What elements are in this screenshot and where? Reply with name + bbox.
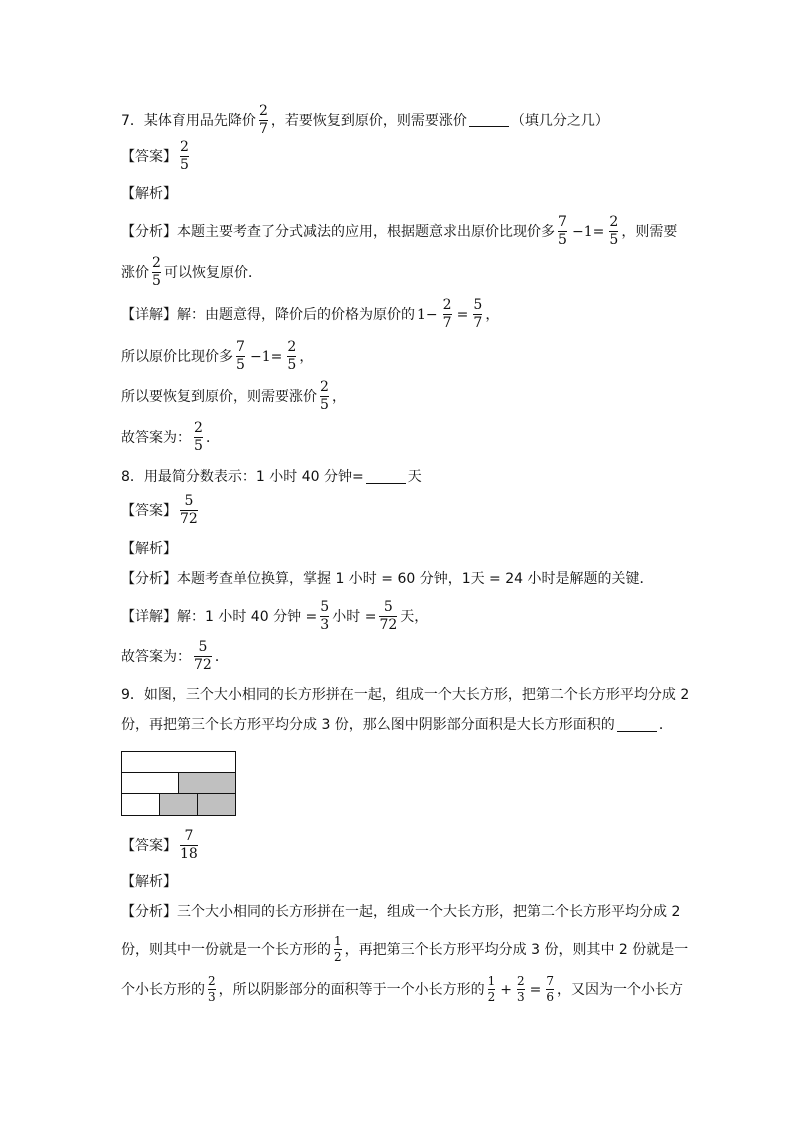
fraction (208, 975, 216, 1004)
fenxi-tag: 【分析】 (121, 223, 177, 240)
fraction (287, 340, 296, 373)
fraction (180, 494, 198, 527)
denominator: 7 (442, 315, 452, 331)
fraction (180, 829, 198, 862)
numerator: 5 (184, 493, 194, 509)
fraction (236, 340, 245, 373)
q7-stem-text: 7．某体育用品先降价 (121, 112, 256, 129)
q9-answer-blank (617, 719, 657, 732)
numerator: 2 (287, 339, 297, 355)
q9-fenxi-line1 (121, 905, 684, 919)
text-segment: 天， (400, 608, 429, 625)
denominator: 2 (334, 950, 342, 964)
text-segment: ，若要恢复到原价，则需要涨价 (270, 112, 467, 129)
denominator: 72 (180, 511, 198, 527)
xiangjie-tag: 【详解】 (121, 306, 177, 323)
numerator: 7 (558, 214, 567, 230)
fenxi-tag: 【分析】 (121, 571, 177, 587)
fraction (194, 421, 203, 454)
numerator: 1 (334, 934, 342, 948)
q7-answer-blank (469, 114, 509, 127)
numerator: 2 (180, 139, 189, 155)
math-operator: = (529, 981, 542, 998)
fraction (443, 298, 452, 331)
text-segment: ． (658, 717, 673, 733)
numerator: 2 (208, 974, 216, 988)
numerator: 2 (609, 214, 619, 230)
fraction (517, 975, 525, 1004)
text-segment: 份，再把第三个长方形平均分成 3 份，那么图中阴影部分面积是大长方形面积的 (121, 717, 615, 733)
fraction (488, 975, 496, 1004)
shaded-third-1 (160, 794, 198, 816)
math-operator: 1− (417, 306, 438, 323)
denominator: 5 (236, 357, 245, 373)
math-operator: −1= (572, 223, 605, 240)
text-segment: ， (485, 306, 500, 323)
q7-stem-fraction (259, 104, 268, 137)
numerator: 2 (152, 255, 161, 271)
math-operator: + (500, 981, 513, 998)
text-segment: ， (332, 388, 346, 405)
text-segment: 涨价 (121, 264, 149, 281)
text-segment: （填几分之几） (510, 112, 609, 129)
text-segment: ． (214, 648, 229, 665)
q8-xiangjie (121, 600, 684, 633)
q7-answer-fraction (180, 140, 189, 173)
denominator: 7 (473, 315, 483, 331)
denominator: 3 (208, 990, 216, 1004)
fraction (546, 975, 554, 1004)
numerator: 2 (258, 103, 268, 119)
text-segment: 8．用最简分数表示：1 小时 40 分钟= (121, 469, 364, 485)
q7-xiangjie-line3 (121, 380, 684, 413)
numerator: 7 (236, 339, 245, 355)
q9-fenxi-line2 (121, 934, 689, 964)
denominator: 2 (487, 990, 496, 1004)
q7-analysis-tag (121, 187, 684, 201)
text-segment: ， (299, 348, 314, 365)
denominator: 72 (194, 657, 212, 673)
q9-analysis-tag (121, 875, 684, 889)
denominator: 7 (258, 121, 268, 137)
answer-tag: 【答案】 (121, 148, 177, 165)
math-operator: −1= (250, 348, 283, 365)
denominator: 6 (546, 990, 555, 1004)
denominator: 5 (609, 232, 619, 248)
numerator: 2 (320, 379, 329, 395)
numerator: 7 (184, 828, 194, 844)
q9-fenxi-line3 (121, 975, 684, 1004)
fraction (379, 600, 397, 633)
fraction (334, 935, 342, 964)
text-segment: 份，则其中一份就是一个长方形的 (121, 941, 331, 958)
q9-answer (121, 829, 684, 862)
text-segment: 小时 = (332, 608, 377, 625)
text-segment: ，再把第三个长方形平均分成 3 份，则其中 2 份就是一 (344, 941, 689, 958)
answer-tag: 【答案】 (121, 837, 177, 854)
shaded-third-2 (198, 794, 236, 816)
denominator: 5 (180, 157, 189, 173)
numerator: 1 (487, 974, 496, 988)
q9-stem-line2 (121, 718, 684, 732)
text-segment: ，则需要 (621, 223, 678, 240)
text-segment: ，所以阴影部分的面积等于一个小长方形的 (218, 981, 485, 998)
q8-answer (121, 494, 684, 527)
text-segment: 9．如图，三个大小相同的长方形拼在一起，组成一个大长方形，把第二个长方形平均分成 2 (121, 687, 690, 703)
q8-answer-blank (366, 471, 406, 484)
fraction (609, 215, 618, 248)
rectangle-figure (121, 751, 236, 816)
q8-final-answer (121, 640, 684, 673)
text-segment: 【解析】 (121, 541, 177, 557)
text-segment: 所以原价比现价多 (121, 348, 233, 365)
fraction (473, 298, 482, 331)
text-segment: 解：由题意得，降价后的价格为原价的 (177, 306, 415, 323)
fraction (152, 256, 161, 289)
numerator: 7 (546, 974, 555, 988)
fraction (320, 380, 329, 413)
text-segment: 天 (407, 469, 422, 485)
numerator: 5 (320, 599, 330, 615)
text-segment: 三个大小相同的长方形拼在一起，组成一个大长方形，把第二个长方形平均分成 2 (177, 904, 681, 920)
text-segment: 本题主要考查了分式减法的应用，根据题意求出原价比现价多 (177, 223, 555, 240)
text-segment: 个小长方形的 (121, 981, 205, 998)
fenxi-tag: 【分析】 (121, 904, 177, 920)
q7-fenxi-line2 (121, 256, 684, 289)
fraction (320, 600, 329, 633)
text-segment: 【解析】 (121, 874, 177, 890)
denominator: 72 (379, 617, 398, 633)
text-segment: ． (206, 429, 220, 446)
q8-stem (121, 470, 684, 484)
q9-stem-line1 (121, 687, 690, 703)
xiangjie-tag: 【详解】 (121, 608, 177, 625)
text-segment: 本题考查单位换算，掌握 1 小时 = 60 分钟，1天 = 24 小时是解题的关键． (177, 571, 654, 587)
q7-stem (121, 104, 684, 137)
text-segment: ，又因为一个小长方 (557, 981, 684, 998)
numerator: 5 (383, 599, 393, 615)
numerator: 2 (194, 420, 203, 436)
denominator: 3 (517, 990, 525, 1004)
denominator: 5 (558, 232, 567, 248)
denominator: 5 (194, 438, 203, 454)
text-segment: 解：1 小时 40 分钟 = (177, 608, 318, 625)
q7-answer (121, 140, 684, 173)
denominator: 5 (152, 273, 161, 289)
text-segment: 可以恢复原价． (164, 264, 262, 281)
text-segment: 所以要恢复到原价，则需要涨价 (121, 388, 317, 405)
text-segment: 【解析】 (121, 186, 177, 202)
q7-fenxi-line1 (121, 215, 684, 248)
fraction (558, 215, 567, 248)
answer-tag: 【答案】 (121, 502, 177, 519)
numerator: 5 (198, 639, 208, 655)
q7-xiangjie-line1 (121, 298, 684, 331)
denominator: 18 (180, 846, 198, 862)
text-segment: 故答案为： (121, 429, 191, 446)
q7-xiangjie-line2 (121, 340, 684, 373)
fraction (194, 640, 212, 673)
math-operator: = (456, 306, 469, 323)
denominator: 3 (320, 617, 330, 633)
shaded-half (179, 773, 236, 794)
q8-analysis-tag (121, 542, 684, 556)
q7-final-answer (121, 421, 684, 454)
text-segment: 故答案为： (121, 648, 191, 665)
numerator: 2 (442, 297, 452, 313)
numerator: 5 (473, 297, 483, 313)
denominator: 5 (320, 397, 329, 413)
q8-fenxi (121, 572, 684, 586)
denominator: 5 (287, 357, 297, 373)
numerator: 2 (517, 974, 525, 988)
